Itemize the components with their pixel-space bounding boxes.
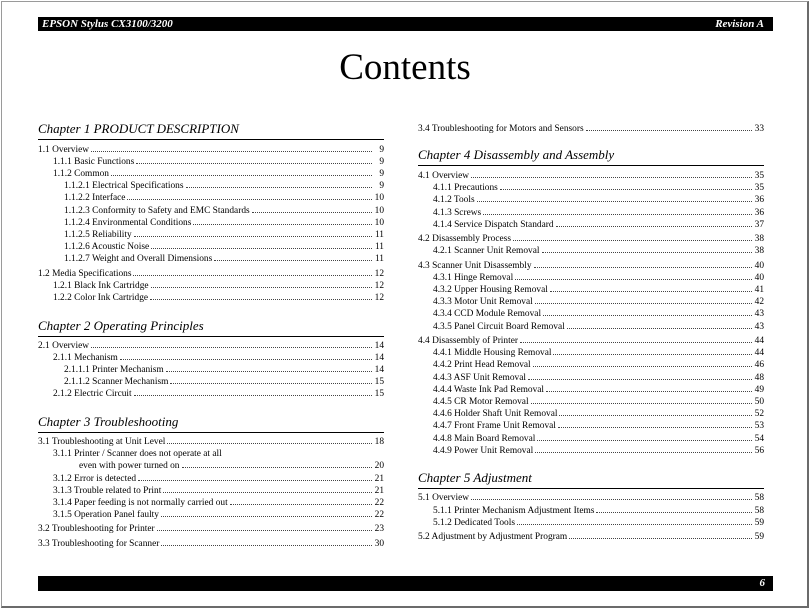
chapter-4-heading[interactable]: Chapter 4 Disassembly and Assembly <box>418 147 764 166</box>
toc-entry[interactable]: 2.1 Overview 14 <box>38 341 384 351</box>
toc-entry[interactable]: 5.1.2 Dedicated Tools 59 <box>433 518 764 528</box>
toc-entry[interactable]: 3.1.1 Printer / Scanner does not operate at all <box>53 449 222 459</box>
toc-entry[interactable]: 4.4.7 Front Frame Unit Removal 53 <box>433 421 764 431</box>
toc-entry[interactable]: 2.1.2 Electric Circuit 15 <box>53 389 384 399</box>
toc-entry[interactable]: 4.3 Scanner Unit Disassembly 40 <box>418 261 764 271</box>
page-title: Contents <box>339 47 471 88</box>
toc-entry[interactable]: 3.1.5 Operation Panel faulty 22 <box>53 510 384 520</box>
toc-entry[interactable]: 1.1.2 Common 9 <box>53 169 384 179</box>
toc-entry[interactable]: 3.1.3 Trouble related to Print 21 <box>53 486 384 496</box>
toc-entry[interactable]: 4.4.8 Main Board Removal 54 <box>433 434 764 444</box>
toc-entry[interactable]: 4.4.1 Middle Housing Removal 44 <box>433 348 764 358</box>
toc-entry[interactable]: 3.1 Troubleshooting at Unit Level 18 <box>38 437 384 447</box>
toc-entry[interactable]: 1.1.2.3 Conformity to Safety and EMC Standards 10 <box>64 206 384 216</box>
header-revision: Revision A <box>715 18 764 30</box>
toc-entry[interactable]: 4.4 Disassembly of Printer 44 <box>418 336 764 346</box>
toc-entry[interactable]: 4.1.3 Screws 36 <box>433 208 764 218</box>
toc-entry[interactable]: 5.1 Overview 58 <box>418 493 764 503</box>
toc-entry[interactable]: 4.4.9 Power Unit Removal 56 <box>433 446 764 456</box>
toc-entry[interactable]: 3.2 Troubleshooting for Printer 23 <box>38 524 384 534</box>
toc-entry[interactable]: 4.2.1 Scanner Unit Removal 38 <box>433 246 764 256</box>
toc-entry[interactable]: 4.3.3 Motor Unit Removal 42 <box>433 297 764 307</box>
toc-entry[interactable]: 1.2 Media Specifications 12 <box>38 269 384 279</box>
toc-entry[interactable]: 4.3.1 Hinge Removal 40 <box>433 273 764 283</box>
toc-entry[interactable]: 1.1.2.4 Environmental Conditions 10 <box>64 218 384 228</box>
page-number: 6 <box>759 577 765 589</box>
toc-entry[interactable]: 3.1.2 Error is detected 21 <box>53 474 384 484</box>
toc-entry[interactable]: 3.4 Troubleshooting for Motors and Sensors 33 <box>418 124 764 134</box>
toc-entry-continuation[interactable]: even with power turned on 20 <box>79 461 384 471</box>
toc-entry[interactable]: 1.1.2.5 Reliability 11 <box>64 230 384 240</box>
toc-entry[interactable]: 4.1 Overview 35 <box>418 171 764 181</box>
toc-entry[interactable]: 2.1.1.2 Scanner Mechanism 15 <box>64 377 384 387</box>
toc-entry[interactable]: 3.1.4 Paper feeding is not normally carried out 22 <box>53 498 384 508</box>
toc-entry[interactable]: 4.4.3 ASF Unit Removal 48 <box>433 373 764 383</box>
toc-entry[interactable]: 2.1.1.1 Printer Mechanism 14 <box>64 365 384 375</box>
toc-entry[interactable]: 4.1.2 Tools 36 <box>433 195 764 205</box>
toc-entry[interactable]: 4.4.6 Holder Shaft Unit Removal 52 <box>433 409 764 419</box>
toc-entry[interactable]: 1.1.2.2 Interface 10 <box>64 193 384 203</box>
chapter-2-heading[interactable]: Chapter 2 Operating Principles <box>38 318 384 337</box>
toc-entry[interactable]: 3.3 Troubleshooting for Scanner 30 <box>38 539 384 549</box>
toc-entry[interactable]: 1.1 Overview 9 <box>38 145 384 155</box>
header-bar <box>38 17 773 31</box>
toc-entry[interactable]: 5.2 Adjustment by Adjustment Program 59 <box>418 532 764 542</box>
chapter-5-heading[interactable]: Chapter 5 Adjustment <box>418 470 764 489</box>
toc-entry[interactable]: 5.1.1 Printer Mechanism Adjustment Items 58 <box>433 506 764 516</box>
chapter-3-heading[interactable]: Chapter 3 Troubleshooting <box>38 414 384 433</box>
toc-entry[interactable]: 1.1.1 Basic Functions 9 <box>53 157 384 167</box>
toc-entry[interactable]: 1.1.2.1 Electrical Specifications 9 <box>64 181 384 191</box>
toc-entry[interactable]: 4.1.4 Service Dispatch Standard 37 <box>433 220 764 230</box>
toc-entry[interactable]: 1.1.2.7 Weight and Overall Dimensions 11 <box>64 254 384 264</box>
toc-entry[interactable]: 4.2 Disassembly Process 38 <box>418 234 764 244</box>
toc-entry[interactable]: 2.1.1 Mechanism 14 <box>53 353 384 363</box>
toc-entry[interactable]: 4.4.4 Waste Ink Pad Removal 49 <box>433 385 764 395</box>
toc-entry[interactable]: 4.3.4 CCD Module Removal 43 <box>433 309 764 319</box>
toc-entry[interactable]: 1.1.2.6 Acoustic Noise 11 <box>64 242 384 252</box>
chapter-1-heading[interactable]: Chapter 1 PRODUCT DESCRIPTION <box>38 121 384 140</box>
toc-entry[interactable]: 1.2.2 Color Ink Cartridge 12 <box>53 293 384 303</box>
toc-entry[interactable]: 1.2.1 Black Ink Cartridge 12 <box>53 281 384 291</box>
toc-entry[interactable]: 4.3.2 Upper Housing Removal 41 <box>433 285 764 295</box>
header-product-name: EPSON Stylus CX3100/3200 <box>42 18 173 30</box>
toc-entry[interactable]: 4.1.1 Precautions 35 <box>433 183 764 193</box>
toc-entry[interactable]: 4.3.5 Panel Circuit Board Removal 43 <box>433 322 764 332</box>
footer-bar <box>38 576 773 591</box>
toc-entry[interactable]: 4.4.2 Print Head Removal 46 <box>433 360 764 370</box>
toc-entry[interactable]: 4.4.5 CR Motor Removal 50 <box>433 397 764 407</box>
